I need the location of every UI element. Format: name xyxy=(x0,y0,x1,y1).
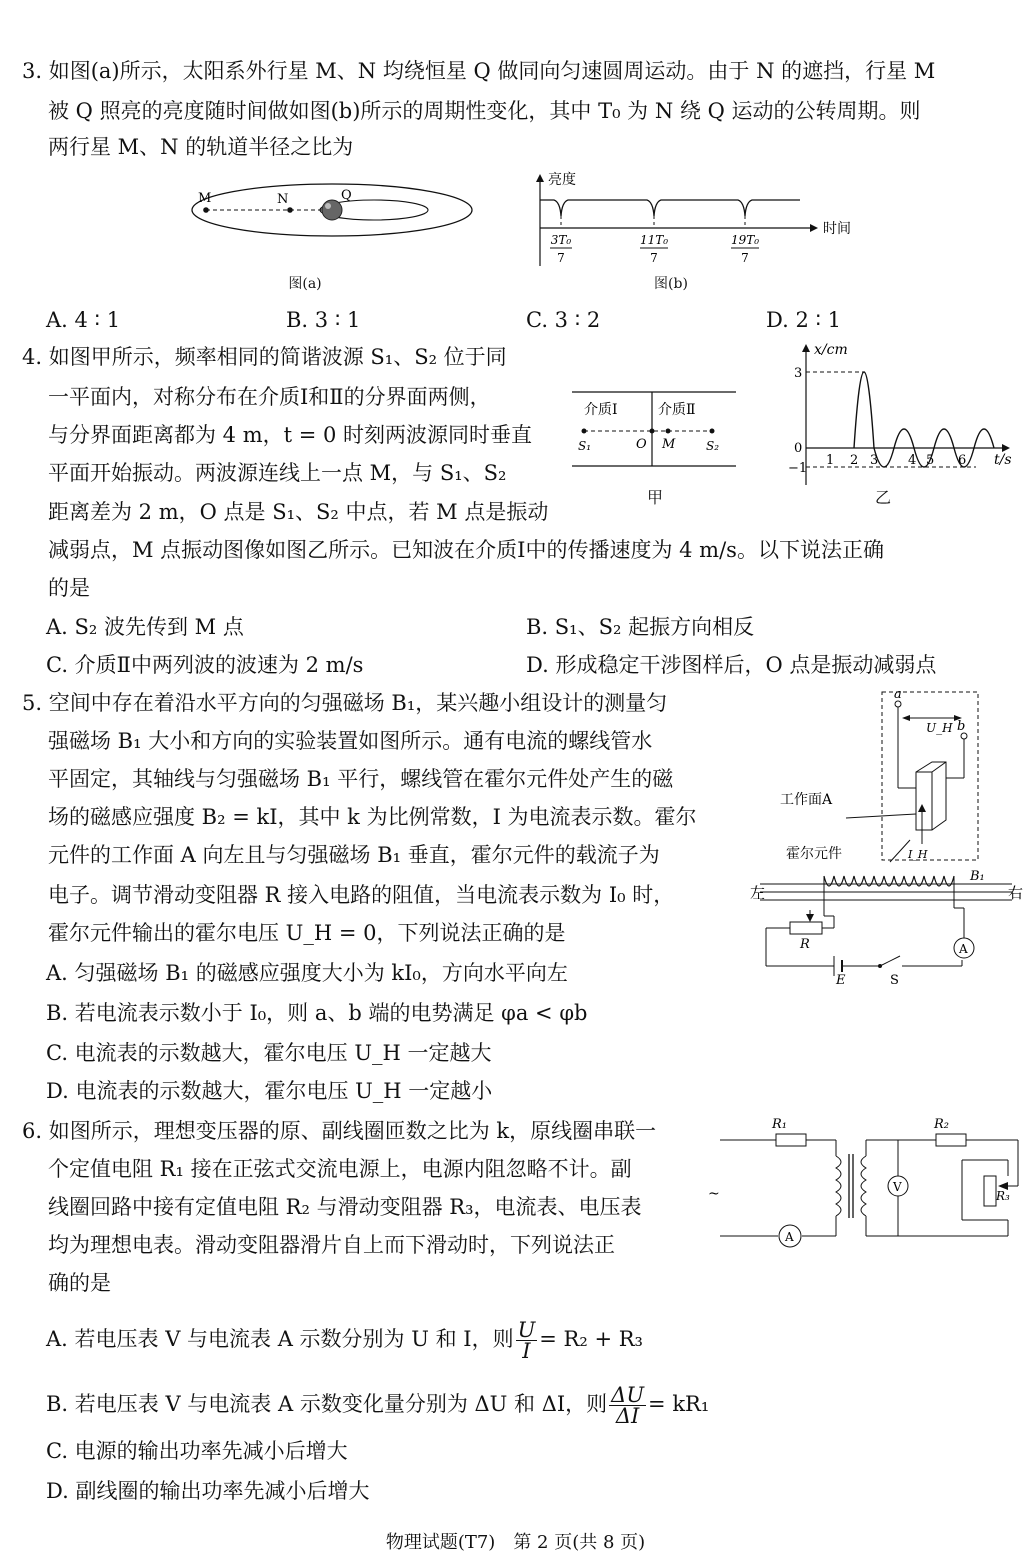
q6-stem-line-1: 6. 如图所示，理想变压器的原、副线圈匝数之比为 k，原线圈串联一 xyxy=(22,1119,657,1143)
q3-option-a[interactable]: A. 4 ∶ 1 xyxy=(46,308,121,332)
q4-stem-line-6: 减弱点，M 点振动图像如图乙所示。已知波在介质Ⅰ中的传播速度为 4 m/s。以下说法正确 xyxy=(48,538,884,562)
q5-fig-b: b xyxy=(957,719,966,734)
q4-jia-s1: S₁ xyxy=(578,439,592,453)
q6-fig-source: ~ xyxy=(708,1186,720,1202)
q4-yi-ytick-0: 0 xyxy=(794,441,803,456)
q6-stem-line-4: 均为理想电表。滑动变阻器滑片自上而下滑动时，下列说法正 xyxy=(48,1233,615,1257)
q6-option-b-num: ΔU xyxy=(611,1383,645,1407)
q4-yi-ylabel: x/cm xyxy=(814,342,848,358)
q4-stem-line-7: 的是 xyxy=(48,576,90,600)
q6-option-d[interactable]: D. 副线圈的输出功率先减小后增大 xyxy=(46,1479,370,1503)
q5-fig-a: a xyxy=(894,687,902,702)
q3-stem-line-2: 被 Q 照亮的亮度随时间做如图(b)所示的周期性变化，其中 T₀ 为 N 绕 Q 运动的公转周期。则 xyxy=(48,99,921,123)
q3-b-ylabel: 亮度 xyxy=(548,172,576,188)
q3-figure-a xyxy=(190,180,480,250)
q3-b-tick-2-num: 11T₀ xyxy=(639,233,669,247)
q6-fig-r2: R₂ xyxy=(934,1117,949,1132)
q4-option-c[interactable]: C. 介质Ⅱ中两列波的波速为 2 m/s xyxy=(46,653,364,677)
q3-b-tick-1-den: 7 xyxy=(557,251,565,265)
q5-fig-e: E xyxy=(836,973,846,986)
q5-stem-line-1: 5. 空间中存在着沿水平方向的匀强磁场 B₁，某兴趣小组设计的测量匀 xyxy=(22,691,668,715)
q3-b-tick-2-den: 7 xyxy=(650,251,658,265)
q5-stem-line-3: 平固定，其轴线与匀强磁场 B₁ 平行，螺线管在霍尔元件处产生的磁 xyxy=(48,767,674,791)
q6-stem-line-2: 个定值电阻 R₁ 接在正弦式交流电源上，电源内阻忽略不计。副 xyxy=(48,1157,632,1181)
q4-jia-o: O xyxy=(636,437,647,452)
q6-stem-line-5: 确的是 xyxy=(48,1271,111,1295)
q3-figure-a-caption: 图(a) xyxy=(288,276,322,292)
q5-option-d[interactable]: D. 电流表的示数越大，霍尔电压 U_H 一定越小 xyxy=(46,1079,493,1103)
q3-b-tick-1-num: 3T₀ xyxy=(550,233,572,247)
q5-stem-line-6: 电子。调节滑动变阻器 R 接入电路的阻值，当电流表示数为 I₀ 时， xyxy=(48,883,675,907)
q3-b-xlabel: 时间 xyxy=(823,221,851,237)
q6-option-b-fraction xyxy=(609,1385,646,1426)
q4-jia-medium-2: 介质Ⅱ xyxy=(658,402,696,418)
q3-label-n: N xyxy=(277,192,289,207)
q3-stem-line-1: 3. 如图(a)所示，太阳系外行星 M、N 均绕恒星 Q 做同向匀速圆周运动。由于 N 的遮挡，行星 M xyxy=(22,59,936,83)
q5-fig-uh: U_H xyxy=(926,721,953,735)
q4-stem-line-3: 与分界面距离都为 4 m，t = 0 时刻两波源同时垂直 xyxy=(48,423,533,447)
q4-option-b[interactable]: B. S₁、S₂ 起振方向相反 xyxy=(526,615,755,639)
q6-option-b-den: ΔI xyxy=(615,1404,640,1428)
q6-fig-v: V xyxy=(893,1180,902,1194)
q5-stem-line-4: 场的磁感应强度 B₂ = kI，其中 k 为比例常数，I 为电流表示数。霍尔 xyxy=(48,805,697,829)
q3-stem-line-3: 两行星 M、N 的轨道半径之比为 xyxy=(48,135,354,159)
q5-stem-line-2: 强磁场 B₁ 大小和方向的实验装置如图所示。通有电流的螺线管水 xyxy=(48,729,653,753)
q6-option-c[interactable]: C. 电源的输出功率先减小后增大 xyxy=(46,1439,348,1463)
q6-figure xyxy=(706,1110,1026,1250)
q5-fig-ih: I_H xyxy=(908,848,928,861)
q6-option-a-text: A. 若电压表 V 与电流表 A 示数分别为 U 和 I，则 xyxy=(46,1327,514,1351)
q5-fig-face: 工作面A xyxy=(780,792,833,808)
q3-figure-b xyxy=(530,168,870,273)
q4-yi-xtick-2: 2 xyxy=(850,453,859,468)
q5-stem-line-5: 元件的工作面 A 向左且与匀强磁场 B₁ 垂直，霍尔元件的载流子为 xyxy=(48,843,660,867)
q3-figure-b-caption: 图(b) xyxy=(654,276,688,292)
q4-yi-xtick-5: 5 xyxy=(926,453,935,468)
q6-fig-a: A xyxy=(785,1230,794,1244)
q4-figure-jia-caption: 甲 xyxy=(646,488,663,507)
q4-yi-xtick-6: 6 xyxy=(958,453,967,468)
q6-option-a-num: U xyxy=(517,1318,536,1342)
q5-fig-left: 左 xyxy=(750,884,766,902)
q6-option-a-post: = R₂ + R₃ xyxy=(539,1327,643,1351)
q5-fig-b1: B₁ xyxy=(970,869,985,884)
q4-jia-s2: S₂ xyxy=(706,439,720,453)
q3-label-m: M xyxy=(198,191,212,206)
q6-fig-r1: R₁ xyxy=(772,1117,787,1132)
page-footer: 物理试题(T7) 第 2 页(共 8 页) xyxy=(385,1532,646,1553)
q4-option-a[interactable]: A. S₂ 波先传到 M 点 xyxy=(46,615,244,639)
q5-fig-hall: 霍尔元件 xyxy=(786,846,842,862)
q6-fig-r3: R₃ xyxy=(996,1189,1010,1203)
q6-option-b-post: = kR₁ xyxy=(648,1392,710,1416)
q4-jia-medium-1: 介质Ⅰ xyxy=(584,402,618,418)
q4-yi-xtick-3: 3 xyxy=(870,453,879,468)
q4-stem-line-5: 距离差为 2 m，O 点是 S₁、S₂ 中点，若 M 点是振动 xyxy=(48,500,549,524)
q3-option-b[interactable]: B. 3 ∶ 1 xyxy=(286,308,361,332)
q4-figure-yi-caption: 乙 xyxy=(874,488,891,507)
q4-stem-line-1: 4. 如图甲所示，频率相同的简谐波源 S₁、S₂ 位于同 xyxy=(22,345,507,369)
q5-fig-ammeter: A xyxy=(959,942,968,956)
q4-yi-ytick-3: 3 xyxy=(794,366,803,381)
q5-stem-line-7: 霍尔元件输出的霍尔电压 U_H = 0，下列说法正确的是 xyxy=(48,921,566,945)
q4-yi-xlabel: t/s xyxy=(994,452,1012,468)
q4-yi-ytick-neg1: −1 xyxy=(788,461,808,476)
q5-figure xyxy=(750,686,1025,986)
q4-figure-yi xyxy=(780,340,1020,490)
q5-fig-right: 右 xyxy=(1008,884,1024,902)
q3-option-d[interactable]: D. 2 ∶ 1 xyxy=(766,308,841,332)
q6-option-a-den: I xyxy=(522,1339,531,1363)
q6-option-b[interactable] xyxy=(46,1385,709,1426)
q4-figure-jia xyxy=(570,388,740,488)
q4-yi-xtick-4: 4 xyxy=(908,453,917,468)
q4-option-d[interactable]: D. 形成稳定干涉图样后，O 点是振动减弱点 xyxy=(526,653,937,677)
q3-b-tick-3-num: 19T₀ xyxy=(730,233,760,247)
q5-option-c[interactable]: C. 电流表的示数越大，霍尔电压 U_H 一定越大 xyxy=(46,1041,492,1065)
q4-stem-line-2: 一平面内，对称分布在介质Ⅰ和Ⅱ的分界面两侧， xyxy=(48,385,491,409)
q4-stem-line-4: 平面开始振动。两波源连线上一点 M，与 S₁、S₂ xyxy=(48,461,507,485)
q3-b-tick-3-den: 7 xyxy=(741,251,749,265)
q3-option-c[interactable]: C. 3 ∶ 2 xyxy=(526,308,601,332)
q3-label-q: Q xyxy=(341,188,352,203)
q5-option-a[interactable]: A. 匀强磁场 B₁ 的磁感应强度大小为 kI₀，方向水平向左 xyxy=(46,961,568,985)
q6-option-a-fraction xyxy=(516,1320,538,1361)
q5-fig-s: S xyxy=(890,973,899,986)
q5-option-b[interactable]: B. 若电流表示数小于 I₀，则 a、b 端的电势满足 φa < φb xyxy=(46,1001,588,1025)
q4-jia-m: M xyxy=(662,437,676,452)
q6-option-b-text: B. 若电压表 V 与电流表 A 示数变化量分别为 ΔU 和 ΔI，则 xyxy=(46,1392,608,1416)
q6-stem-line-3: 线圈回路中接有定值电阻 R₂ 与滑动变阻器 R₃，电流表、电压表 xyxy=(48,1195,642,1219)
q6-option-a[interactable] xyxy=(46,1320,643,1361)
q4-yi-xtick-1: 1 xyxy=(826,453,835,468)
q5-fig-r: R xyxy=(800,937,810,952)
